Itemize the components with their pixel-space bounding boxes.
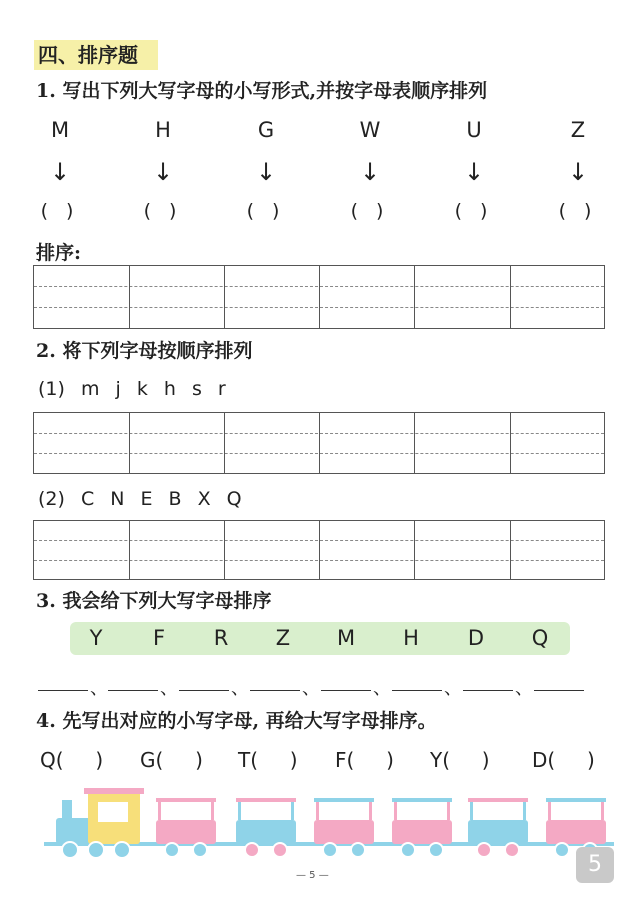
- down-arrow-icon: ↓: [49, 158, 71, 186]
- order-label: 排序:: [36, 242, 82, 264]
- grid-divider: [129, 521, 130, 579]
- answer-blank[interactable]: ( ): [40, 200, 80, 222]
- grid-divider: [224, 413, 225, 473]
- question-1-title: 1. 写出下列大写字母的小写形式,并按字母表顺序排列: [36, 80, 488, 102]
- writing-grid-2[interactable]: [33, 412, 605, 474]
- question-4-title: 4. 先写出对应的小写字母, 再给大写字母排序。: [36, 710, 437, 732]
- page-badge[interactable]: 5: [576, 847, 614, 883]
- grid-divider: [414, 413, 415, 473]
- q3-letter: F: [152, 626, 166, 650]
- writing-grid-1[interactable]: [33, 265, 605, 329]
- q1-letter: W: [359, 118, 381, 142]
- question-2-title: 2. 将下列字母按顺序排列: [36, 340, 253, 362]
- locomotive: [56, 788, 144, 858]
- q1-letter: G: [257, 118, 275, 142]
- q4-item[interactable]: T( ): [238, 748, 298, 772]
- separator: 、: [90, 678, 108, 699]
- q4-item[interactable]: Q( ): [40, 748, 104, 772]
- q4-item[interactable]: G( ): [140, 748, 203, 772]
- q2-part2-letters: (2) C N E B X Q: [38, 488, 242, 510]
- separator: 、: [515, 678, 533, 699]
- section-title: 四、排序题: [34, 40, 158, 70]
- answer-blank[interactable]: ( ): [246, 200, 286, 222]
- q3-letter: Y: [89, 626, 103, 650]
- answer-blank[interactable]: [321, 690, 371, 691]
- train-car: [392, 798, 452, 857]
- answer-blank[interactable]: [392, 690, 442, 691]
- down-arrow-icon: ↓: [255, 158, 277, 186]
- q3-letter: D: [467, 626, 485, 650]
- train-car: [236, 798, 296, 857]
- q3-letter: M: [336, 626, 356, 650]
- down-arrow-icon: ↓: [567, 158, 589, 186]
- grid-divider: [510, 266, 511, 328]
- answer-blank[interactable]: [463, 690, 513, 691]
- down-arrow-icon: ↓: [359, 158, 381, 186]
- answer-blank[interactable]: [179, 690, 229, 691]
- grid-divider: [129, 266, 130, 328]
- train-car: [468, 798, 528, 857]
- q4-item[interactable]: Y( ): [430, 748, 490, 772]
- grid-divider: [224, 521, 225, 579]
- grid-divider: [319, 413, 320, 473]
- down-arrow-icon: ↓: [152, 158, 174, 186]
- grid-divider: [129, 413, 130, 473]
- q2-part1-letters: (1) m j k h s r: [38, 378, 226, 400]
- separator: 、: [231, 678, 249, 699]
- q4-item[interactable]: F( ): [335, 748, 394, 772]
- grid-divider: [510, 413, 511, 473]
- q1-letter: U: [466, 118, 482, 142]
- grid-divider: [414, 266, 415, 328]
- separator: 、: [444, 678, 462, 699]
- q3-letter: Z: [275, 626, 291, 650]
- q3-letter: Q: [531, 626, 549, 650]
- answer-blank[interactable]: ( ): [143, 200, 183, 222]
- grid-divider: [510, 521, 511, 579]
- separator: 、: [373, 678, 391, 699]
- answer-blank[interactable]: [534, 690, 584, 691]
- answer-blank[interactable]: [38, 690, 88, 691]
- train-car: [314, 798, 374, 857]
- grid-divider: [319, 521, 320, 579]
- answer-blank[interactable]: [108, 690, 158, 691]
- q1-letter: Z: [570, 118, 586, 142]
- answer-blank[interactable]: ( ): [454, 200, 494, 222]
- grid-divider: [319, 266, 320, 328]
- q4-item[interactable]: D( ): [532, 748, 595, 772]
- grid-divider: [224, 266, 225, 328]
- page-number: — 5 —: [296, 870, 329, 881]
- q3-letter: R: [213, 626, 229, 650]
- grid-divider: [414, 521, 415, 579]
- train-illustration: [44, 786, 614, 866]
- answer-blank[interactable]: [250, 690, 300, 691]
- q1-letter: M: [50, 118, 70, 142]
- q3-letter: H: [403, 626, 419, 650]
- answer-blank[interactable]: ( ): [558, 200, 598, 222]
- separator: 、: [302, 678, 320, 699]
- separator: 、: [160, 678, 178, 699]
- question-3-title: 3. 我会给下列大写字母排序: [36, 590, 272, 612]
- answer-blank[interactable]: ( ): [350, 200, 390, 222]
- writing-grid-3[interactable]: [33, 520, 605, 580]
- q1-letter: H: [155, 118, 171, 142]
- train-car: [156, 798, 216, 857]
- down-arrow-icon: ↓: [463, 158, 485, 186]
